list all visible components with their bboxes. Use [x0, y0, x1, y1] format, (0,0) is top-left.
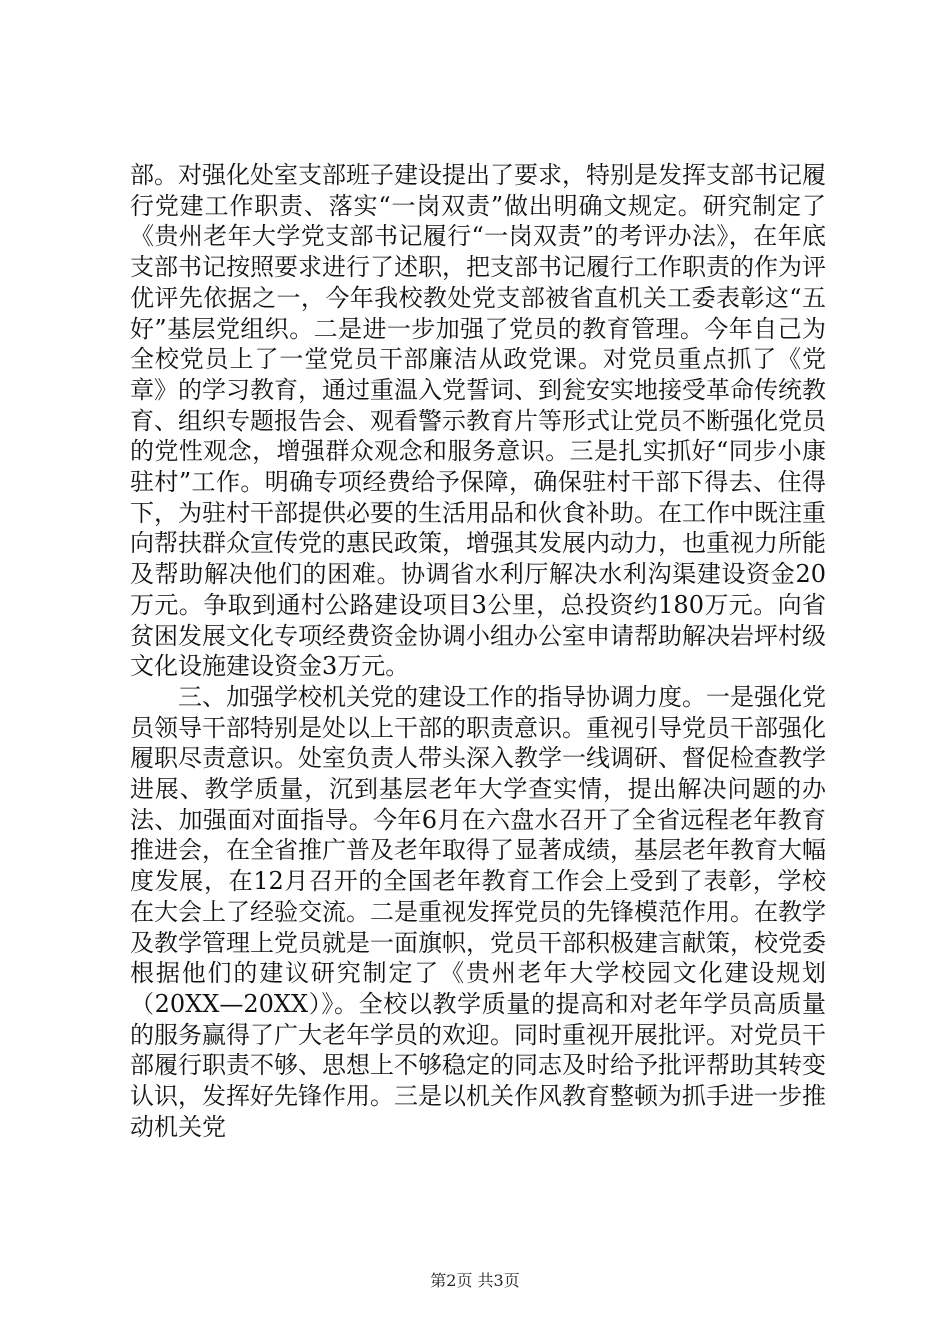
document-body: [130, 160, 826, 1143]
page-number-footer: 第2页 共3页: [430, 1271, 520, 1290]
body-paragraph-continuation: 部。对强化处室支部班子建设提出了要求，特别是发挥支部书记履行党建工作职责、落实“一岗双责”做出明确文规定。研究制定了《贵州老年大学党支部书记履行“一岗双责”的考评办法》，在年底支部书记按照要求进行了述职，把支部书记履行工作职责的作为评优评先依据之一，今年我校教处党支部被省直机关工委表彰这“五好”基层党组织。二是进一步加强了党员的教育管理。今年自己为全校党员上了一堂党员干部廉洁从政党课。对党员重点抓了《党章》的学习教育，通过重温入党誓词、到瓮安实地接受革命传统教育、组织专题报告会、观看警示教育片等形式让党员不断强化党员的党性观念，增强群众观念和服务意识。三是扎实抓好“同步小康驻村”工作。明确专项经费给予保障，确保驻村干部下得去、住得下，为驻村干部提供必要的生活用品和伙食补助。在工作中既注重向帮扶群众宣传党的惠民政策，增强其发展内动力，也重视力所能及帮助解决他们的困难。协调省水利厅解决水利沟渠建设资金20万元。争取到通村公路建设项目3公里，总投资约180万元。向省贫困发展文化专项经费资金协调小组办公室申请帮助解决岩坪村级文化设施建设资金3万元。: [130, 161, 826, 681]
body-paragraph-section-three: 三、加强学校机关党的建设工作的指导协调力度。一是强化党员领导干部特别是处以上干部的职责意识。重视引导党员干部强化履职尽责意识。处室负责人带头深入教学一线调研、督促检查教学进展、教学质量，沉到基层老年大学查实情，提出解决问题的办法、加强面对面指导。今年6月在六盘水召开了全省远程老年教育推进会，在全省推广普及老年取得了显著成绩，基层老年教育大幅度发展，在12月召开的全国老年教育工作会上受到了表彰，学校在大会上了经验交流。二是重视发挥党员的先锋模范作用。在教学及教学管理上党员就是一面旗帜，党员干部积极建言献策，校党委根据他们的建议研究制定了《贵州老年大学校园文化建设规划（20XX—20XX）》。全校以教学质量的提高和对老年学员高质量的服务赢得了广大老年学员的欢迎。同时重视开展批评。对党员干部履行职责不够、思想上不够稳定的同志及时给予批评帮助其转变认识，发挥好先锋作用。三是以机关作风教育整顿为抓手进一步推动机关党: [130, 682, 826, 1141]
